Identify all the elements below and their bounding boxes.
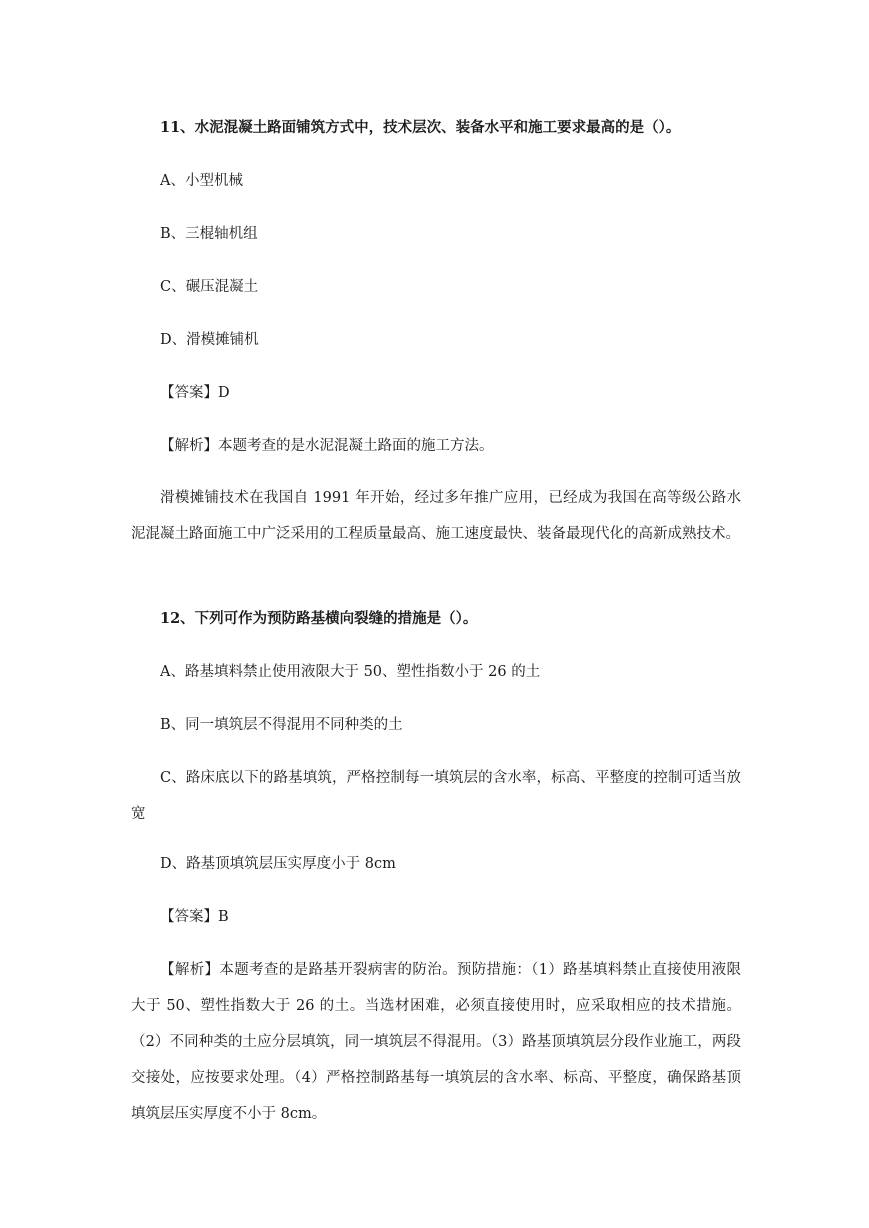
question-12-analysis: 【解析】本题考查的是路基开裂病害的防治。预防措施：（1）路基填料禁止直接使用液限大于 50、塑性指数大于 26 的土。当选材困难，必须直接使用时，应采取相应的技术措施。（2）不同种类的土应分层填筑，同一填筑层不得混用。（3）路基顶填筑层分段作业施工，两段交接处，应按要求处理。（4）严格控制路基每一填筑层的含水率、标高、平整度，确保路基顶填筑层压实厚度不小于 8cm。: [131, 962, 741, 1122]
question-12-title: 12、下列可作为预防路基横向裂缝的措施是（）。: [160, 610, 478, 627]
question-12-option-a: A、路基填料禁止使用液限大于 50、塑性指数小于 26 的土: [160, 664, 541, 680]
question-11-analysis: 【解析】本题考查的是水泥混凝土路面的施工方法。: [160, 438, 494, 454]
question-12-option-c: C、路床底以下的路基填筑，严格控制每一填筑层的含水率，标高、平整度的控制可适当放宽: [131, 770, 741, 822]
question-11-option-a: A、小型机械: [160, 173, 243, 189]
question-12-answer: 【答案】B: [160, 909, 229, 925]
question-11-answer: 【答案】D: [160, 385, 230, 401]
question-11-option-b: B、三棍轴机组: [160, 226, 258, 242]
question-11-option-c: C、碾压混凝土: [160, 279, 259, 295]
question-11-option-d: D、滑模摊铺机: [160, 332, 259, 348]
question-12-option-b: B、同一填筑层不得混用不同种类的土: [160, 717, 403, 733]
question-11-title: 11、水泥混凝土路面铺筑方式中，技术层次、装备水平和施工要求最高的是（）。: [160, 119, 681, 136]
question-11-explanation: 滑模摊铺技术在我国自 1991 年开始，经过多年推广应用，已经成为我国在高等级公路水泥混凝土路面施工中广泛采用的工程质量最高、施工速度最快、装备最现代化的高新成熟技术。: [131, 490, 741, 542]
question-12-option-d: D、路基顶填筑层压实厚度小于 8cm: [160, 856, 396, 872]
